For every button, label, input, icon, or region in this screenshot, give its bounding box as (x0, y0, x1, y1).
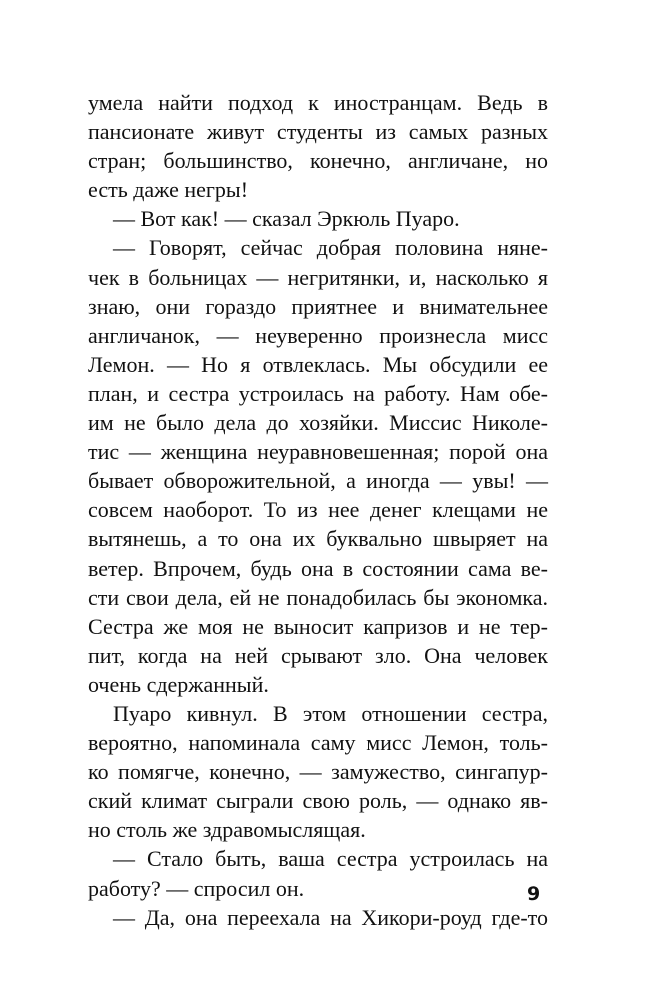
text-line: умела найти подход к иностранцам. Ведь в (88, 90, 548, 115)
text-line: — Вот как! — сказал Эркюль Пуаро. (113, 206, 460, 232)
text-line: есть даже негры! (88, 177, 249, 203)
text-line: вероятно, напоминала саму мисс Лемон, толь- (88, 730, 548, 756)
text-line: тис — женщина неуравновешенная; порой она (88, 439, 548, 465)
text-line: — Да, она переехала на Хикори-роуд где-то (113, 904, 548, 930)
text-line: пансионате живут студенты из самых разных (88, 119, 548, 145)
text-line: стран; большинство, конечно, англичане, но (88, 148, 548, 174)
text-line: им не было дела до хозяйки. Миссис Николе- (88, 410, 548, 436)
text-line: сти свои дела, ей не понадобилась бы экономка. (88, 584, 548, 610)
text-line: бывает обворожительной, а иногда — увы! — (88, 468, 548, 494)
text-line: совсем наоборот. То из нее денег клещами не (88, 497, 548, 523)
text-line: знаю, они гораздо приятнее и внимательнее (88, 293, 548, 319)
text-line: пит, когда на ней срывают зло. Она человек (88, 642, 548, 668)
text-line: но столь же здравомыслящая. (88, 817, 366, 843)
text-line: чек в больницах — негритянки, и, насколько я (88, 264, 548, 290)
text-line: Лемон. — Но я отвлеклась. Мы обсудили ее (88, 351, 548, 377)
text-line: — Стало быть, ваша сестра устроилась на (113, 846, 548, 872)
text-line: ко помягче, конечно, — замужество, сингапур- (88, 759, 548, 785)
text-line: Сестра же моя не выносит капризов и не тер- (88, 613, 548, 639)
text-line: работу? — спросил он. (88, 875, 305, 901)
text-line: — Говорят, сейчас добрая половина няне- (113, 235, 548, 261)
text-line: план, и сестра устроилась на работу. Нам обе- (88, 380, 548, 406)
text-line: Пуаро кивнул. В этом отношении сестра, (113, 700, 548, 726)
text-line: ветер. Впрочем, будь она в состоянии сама ве- (88, 555, 548, 581)
text-line: очень сдержанный. (88, 671, 269, 697)
text-line: англичанок, — неуверенно произнесла мисс (88, 322, 548, 348)
page-number: 9 (527, 883, 541, 905)
text-line: вытянешь, а то она их буквально швыряет на (88, 526, 548, 552)
body-text (88, 88, 548, 932)
text-line: ский климат сыграли свою роль, — однако яв- (88, 788, 548, 814)
